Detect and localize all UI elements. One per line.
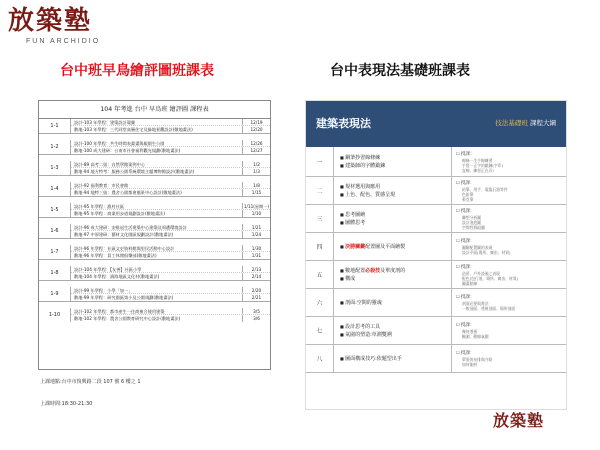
outline-notes bbox=[452, 147, 566, 176]
session-date: 1/2 bbox=[242, 161, 270, 167]
outline-number: 六 bbox=[306, 289, 334, 316]
session-line bbox=[71, 119, 270, 126]
outline-number: 五 bbox=[306, 261, 334, 288]
session-line bbox=[71, 161, 270, 168]
session-date: 12/19 bbox=[242, 119, 270, 125]
outline-topic: ■ 剖面:空間的靈魂 bbox=[340, 299, 451, 307]
session-topic: 敷地-97 中原建研：藝材文化園區規劃設計(敷地畫法) bbox=[74, 232, 174, 237]
session-lines bbox=[71, 140, 270, 154]
session-date: 1/24 bbox=[242, 231, 270, 238]
session-row bbox=[39, 287, 270, 302]
session-topic: 敷地-96 年學程：員工休閒俱樂部(敷地畫法) bbox=[74, 253, 157, 258]
session-topic: 設計-99 年學程：小學「加一」 bbox=[74, 288, 133, 293]
schedule-title: 104 年考進 台中 早鳥班 繪評圖 課程表 bbox=[39, 101, 270, 119]
note-item: 圖畫點線 bbox=[462, 280, 478, 286]
session-row bbox=[39, 224, 270, 239]
outline-number: 三 bbox=[306, 205, 334, 232]
session-line bbox=[71, 294, 270, 301]
session-date: 1/3 bbox=[242, 168, 270, 175]
outline-topic bbox=[340, 267, 451, 275]
note-item: 圖解配置圖的表現 bbox=[462, 245, 493, 250]
session-date: 2/14 bbox=[242, 273, 270, 280]
session-line bbox=[71, 168, 270, 175]
session-topic: 敷地-100 成大建研：台南市社會福利觀光規劃(敷地畫法) bbox=[74, 148, 181, 153]
note-item: 設計平面(場所、廣由、材質) bbox=[462, 250, 511, 255]
session-row bbox=[39, 182, 270, 197]
outline-row bbox=[306, 345, 566, 373]
session-topic: 敷地-104 年學程：濱海地區文化村(敷地畫法) bbox=[74, 274, 160, 279]
session-topic: 敷地-95 年學程：商業用步道規劃設計(敷地畫法) bbox=[74, 211, 166, 216]
session-date: 12/20 bbox=[242, 126, 270, 133]
outline-row bbox=[306, 233, 566, 261]
session-row bbox=[39, 140, 270, 155]
note-item: 麥克筆 bbox=[462, 196, 474, 202]
outline-topic: ■ 思考圖繪 bbox=[340, 211, 451, 219]
note-item: 剖面必要與書法 bbox=[462, 301, 489, 306]
session-line bbox=[71, 189, 270, 196]
session-topic: 敷地-94 地特三級：農舍公園都會風景中心設計(敷地畫法) bbox=[74, 190, 182, 195]
session-topic: 敷地-102 年學程：農舍公園教育研究中心設計(敷地畫法) bbox=[74, 316, 181, 321]
session-number: 1-2 bbox=[39, 140, 71, 154]
outline-topic: ■ 上色、配色、質感呈現 bbox=[340, 191, 451, 199]
session-lines bbox=[71, 119, 270, 133]
session-topic: 設計-96 年學程：社區文史資料館與里民活動中心設計 bbox=[74, 246, 175, 251]
note-item: 幾何透視 bbox=[462, 329, 478, 334]
outline-notes bbox=[452, 261, 566, 288]
session-row bbox=[39, 119, 270, 134]
session-number: 1-9 bbox=[39, 287, 71, 301]
session-number: 1-7 bbox=[39, 245, 71, 259]
outline-topic: ■ 氣圍的塑造:草測雙溯 bbox=[340, 331, 451, 339]
session-date: 12/26 bbox=[242, 140, 270, 146]
session-date: 3/6 bbox=[242, 315, 270, 322]
outline-row bbox=[306, 147, 566, 177]
note-item: 設計泡泡圖 bbox=[462, 219, 481, 225]
outline-rows bbox=[306, 147, 566, 373]
subtitle-highlight: 技法基礎班 bbox=[495, 119, 528, 127]
session-line bbox=[71, 315, 270, 322]
session-date: 1/30 bbox=[242, 245, 270, 251]
left-heading: 台中班早鳥繪評圖班課表 bbox=[60, 63, 214, 79]
session-line bbox=[71, 273, 270, 280]
session-row bbox=[39, 245, 270, 260]
session-date: 1/31 bbox=[242, 252, 270, 259]
outline-row bbox=[306, 177, 566, 205]
note-item: 手寫一正字的鍛鍊(字印) bbox=[462, 162, 503, 168]
outline-main-topics bbox=[334, 289, 452, 316]
footer-logo bbox=[493, 408, 544, 431]
outline-notes bbox=[452, 317, 566, 344]
topic-rest: 配置圖及平面繪製 bbox=[365, 243, 406, 250]
session-topic: 設計-103 年學程：建築設計競賽 bbox=[74, 120, 136, 125]
session-lines bbox=[71, 308, 270, 322]
document-subtitle bbox=[495, 118, 556, 127]
session-line bbox=[71, 210, 270, 217]
notes-title: ☐ 授課： bbox=[456, 151, 566, 158]
session-topic: 敷地-103 年學程：三代同堂高層住宅及綠地景觀設計(敷地畫法) bbox=[74, 127, 193, 132]
session-topic: 敷地-94 地方特考：服務公園系統環境主題博物館設計(敷地畫法) bbox=[74, 169, 195, 174]
subtitle-rest: 課程大綱 bbox=[527, 119, 556, 127]
session-topic: 設計-96 成大建研：安排退生活建築中心建築及周遭環境設計 bbox=[74, 225, 187, 230]
session-date: 2/13 bbox=[242, 266, 270, 272]
session-number: 1-6 bbox=[39, 224, 71, 238]
session-number: 1-4 bbox=[39, 182, 71, 196]
outline-main-topics bbox=[334, 233, 452, 260]
note-item: 造景、戶外設施之表現 bbox=[462, 270, 500, 276]
session-date: 1/21 bbox=[242, 224, 270, 230]
session-date: 2/20 bbox=[242, 287, 270, 293]
session-date: 2/21 bbox=[242, 294, 270, 301]
session-line bbox=[71, 308, 270, 315]
outline-topic: ■ 圖體思考 bbox=[340, 219, 451, 227]
outline-topic: ■ 建築師的字體鍛鍊 bbox=[340, 162, 451, 170]
session-line bbox=[71, 147, 270, 154]
time-note: 上課時間:18:30-21:30 bbox=[40, 401, 93, 407]
outline-topic: ■ 規材選用與應用 bbox=[340, 183, 451, 191]
outline-number: 四 bbox=[306, 233, 334, 260]
topic-highlight: 必殺技 bbox=[365, 267, 381, 274]
session-date: 1/11(星期一) bbox=[243, 204, 270, 209]
address-note: 上課地點:台中市復興路二段 107 號 6 樓之 1 bbox=[40, 379, 141, 385]
session-line bbox=[71, 252, 270, 259]
note-item: 色鉛筆 bbox=[462, 191, 474, 197]
outline-number: 七 bbox=[306, 317, 334, 344]
outline-topic: ■ 鋼筆抄習線條練 bbox=[340, 154, 451, 162]
session-number: 1-1 bbox=[39, 119, 71, 133]
session-number: 1-3 bbox=[39, 161, 71, 175]
session-line bbox=[71, 140, 270, 147]
outline-notes bbox=[452, 345, 566, 372]
session-line bbox=[71, 231, 270, 238]
outline-number: 八 bbox=[306, 345, 334, 372]
session-topic: 設計-89 高考二級：自然學館案例中心 bbox=[74, 162, 145, 167]
schedule-table bbox=[38, 100, 271, 370]
document-header bbox=[306, 101, 566, 147]
session-topic: 設計-100 年學程：共生時間表畫畫與親園生公園 bbox=[74, 141, 165, 146]
session-lines bbox=[71, 203, 270, 217]
outline-topic: ■ 構成 bbox=[340, 275, 451, 283]
outline-number: 一 bbox=[306, 147, 334, 176]
session-topic: 設計-102 年學程：都市產生一住商複合使用建築 bbox=[74, 309, 165, 314]
note-item: 如何能幹 bbox=[462, 362, 478, 367]
session-date: 1/8 bbox=[242, 182, 270, 188]
session-topic: 設計-92 福利教育：市民會館 bbox=[74, 183, 129, 188]
notes-title: ☐ 授課： bbox=[456, 208, 566, 215]
session-list bbox=[39, 119, 270, 322]
session-row bbox=[39, 161, 270, 176]
outline-notes bbox=[452, 205, 566, 232]
session-line bbox=[71, 266, 270, 273]
outline-main-topics bbox=[334, 261, 452, 288]
notes-title: ☐ 授課： bbox=[456, 350, 566, 357]
outline-notes bbox=[452, 233, 566, 260]
note-item: 軸測、動線氣圍 bbox=[462, 334, 489, 339]
session-date: 3/5 bbox=[242, 308, 270, 314]
session-lines bbox=[71, 245, 270, 259]
session-number: 1-8 bbox=[39, 266, 71, 280]
notes-title: ☐ 授課： bbox=[456, 180, 566, 187]
session-line bbox=[71, 126, 270, 133]
session-row bbox=[39, 203, 270, 218]
outline-main-topics bbox=[334, 345, 452, 372]
session-row bbox=[39, 308, 270, 322]
brand-logo bbox=[8, 6, 118, 56]
note-item: 配色(包行道、場所、廣由、材質) bbox=[462, 275, 519, 281]
session-date: 1/10 bbox=[242, 210, 270, 217]
outline-topic bbox=[340, 243, 451, 251]
outline-main-topics bbox=[334, 317, 452, 344]
session-topic: 設計-95 年學程：漁村社區 bbox=[74, 204, 125, 209]
note-item: 聯想分析圖 bbox=[462, 214, 481, 220]
outline-number: 二 bbox=[306, 177, 334, 204]
session-lines bbox=[71, 224, 270, 238]
session-number: 1-10 bbox=[39, 308, 71, 322]
session-topic: 設計-104 年學程：【友善】社區小學 bbox=[74, 267, 142, 272]
outline-row bbox=[306, 289, 566, 317]
outline-main-topics bbox=[334, 147, 452, 176]
session-line bbox=[71, 245, 270, 252]
topic-start: 數地配置 bbox=[345, 267, 366, 274]
note-item: 單張的布排與介紹 bbox=[462, 357, 493, 362]
note-item: 一般剖面、透視剖面、場所剖面 bbox=[462, 306, 516, 311]
session-line bbox=[71, 287, 270, 294]
right-heading: 台中表現法基礎班課表 bbox=[330, 63, 470, 79]
logo-english-text: FUN ARCHIDIO bbox=[26, 38, 101, 45]
notes-title: ☐ 授課： bbox=[456, 294, 566, 301]
document-title: 建築表現法 bbox=[316, 117, 371, 130]
outline-row bbox=[306, 261, 566, 289]
topic-highlight: 決勝關鍵 bbox=[345, 243, 366, 250]
session-lines bbox=[71, 182, 270, 196]
outline-topic: ■ 設計思考的工具 bbox=[340, 323, 451, 331]
session-topic: 敷地-99 年學程：研究園區第小及公園規劃(敷地畫法) bbox=[74, 295, 174, 300]
outline-main-topics bbox=[334, 177, 452, 204]
outline-topic: ■ 圖面構成技巧:依題型出手 bbox=[340, 355, 451, 363]
session-date: 1/15 bbox=[242, 189, 270, 196]
note-item: 線條一生手線練習 bbox=[462, 157, 493, 163]
outline-notes bbox=[452, 177, 566, 204]
logo-chinese-text: 放築塾 bbox=[8, 6, 93, 36]
notes-title: ☐ 授課： bbox=[456, 264, 566, 271]
outline-main-topics bbox=[334, 205, 452, 232]
footer-logo-chinese: 放築塾 bbox=[493, 411, 545, 430]
session-lines bbox=[71, 266, 270, 280]
outline-row bbox=[306, 317, 566, 345]
session-row bbox=[39, 266, 270, 281]
notes-title: ☐ 授課： bbox=[456, 238, 566, 245]
session-line bbox=[71, 203, 270, 210]
session-date: 12/27 bbox=[242, 147, 270, 154]
course-outline-document bbox=[305, 100, 567, 410]
session-lines bbox=[71, 287, 270, 301]
outline-row bbox=[306, 205, 566, 233]
note-item: 直線、練習正在弄! bbox=[462, 167, 494, 173]
session-lines bbox=[71, 161, 270, 175]
session-line bbox=[71, 224, 270, 231]
topic-suffix: 及單度剖的 bbox=[380, 267, 406, 274]
note-item: 鉛筆、用手、電臨石器等件 bbox=[462, 186, 508, 192]
notes-title: ☐ 授課： bbox=[456, 322, 566, 329]
note-item: 空間性群組圖 bbox=[462, 224, 485, 230]
session-line bbox=[71, 182, 270, 189]
session-number: 1-5 bbox=[39, 203, 71, 217]
outline-notes bbox=[452, 289, 566, 316]
